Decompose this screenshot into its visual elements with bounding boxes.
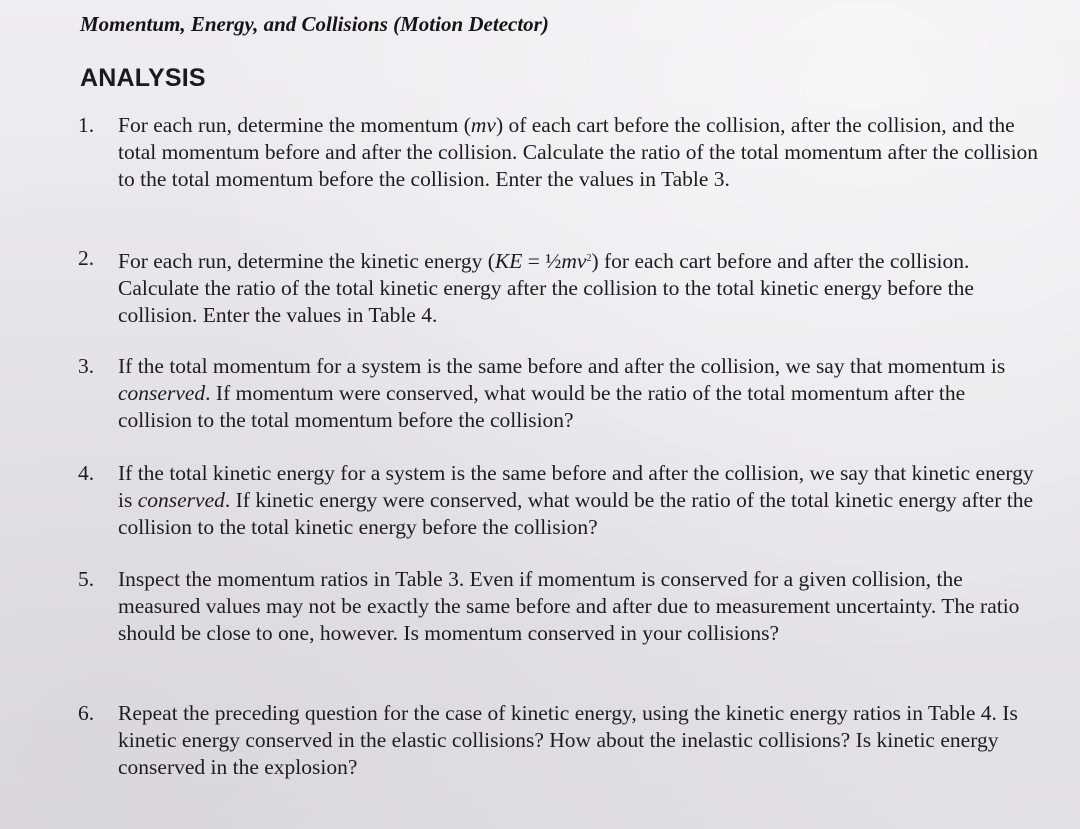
document-title: Momentum, Energy, and Collisions (Motion Detector) (80, 12, 549, 36)
question-5 (78, 566, 1043, 648)
question-text (118, 245, 1043, 330)
question-number: 5. (78, 567, 95, 591)
section-heading: ANALYSIS (80, 64, 206, 92)
text-segment: . If momentum were conserved, what would be the ratio of the total momentum after the collision to the total momentum before the collision? (118, 381, 966, 433)
text-segment: For each run, determine the momentum ( (118, 113, 471, 137)
question-number: 2. (78, 246, 95, 270)
question-6 (78, 700, 1043, 782)
question-number: 4. (78, 461, 95, 485)
exponent: 2 (586, 253, 592, 264)
question-number: 1. (78, 113, 95, 137)
question-text (118, 112, 1043, 194)
question-3 (78, 353, 1043, 435)
symbol-mv: mv (561, 249, 587, 273)
question-4 (78, 460, 1043, 542)
question-text (118, 700, 1043, 782)
emphasis-conserved: conserved (118, 381, 206, 406)
text-segment: ) for each cart before and after the collision. Calculate the ratio of the total kinetic energy after the collision to the total kinetic energy before the collision. Enter the values in Table 4. (118, 249, 974, 328)
text-segment: If the total momentum for a system is the same before and after the collision, we say that momentum is (118, 354, 1006, 378)
text-segment: For each run, determine the kinetic energy ( (118, 249, 495, 273)
emphasis-conserved: conserved (137, 488, 225, 513)
question-text (118, 353, 1043, 435)
question-text (118, 460, 1043, 542)
text-segment: . If kinetic energy were conserved, what would be the ratio of the total kinetic energy after the collision to the total kinetic energy before the collision? (118, 488, 1034, 540)
question-text (118, 566, 1043, 648)
symbol-mv: mv (470, 113, 496, 137)
text-segment: Inspect the momentum ratios in Table 3. Even if momentum is conserved for a given collision, the measured values may not be exactly the same before and after due to measurement uncertainty. The ratio should be close to one, however. Is momentum conserved in your collisions? (118, 567, 1020, 646)
question-number: 3. (78, 354, 95, 378)
text-segment: = ½ (522, 249, 562, 273)
question-2 (78, 245, 1043, 330)
question-1 (78, 112, 1043, 194)
text-segment: ) of each cart before the collision, after the collision, and the total momentum before and after the collision. Calculate the ratio of the total momentum after the collision to the total momentum before the collision. Enter the values in Table 3. (118, 113, 1039, 192)
text-segment: If the total kinetic energy for a system is the same before and after the collision, we say that kinetic energy is (118, 461, 1034, 513)
symbol-ke: KE (494, 249, 523, 273)
question-number: 6. (78, 701, 95, 725)
text-segment: Repeat the preceding question for the case of kinetic energy, using the kinetic energy ratios in Table 4. Is kinetic energy conserved in the elastic collisions? How about the inelastic collisions? Is kinetic energy conserved in the explosion? (118, 701, 1018, 780)
